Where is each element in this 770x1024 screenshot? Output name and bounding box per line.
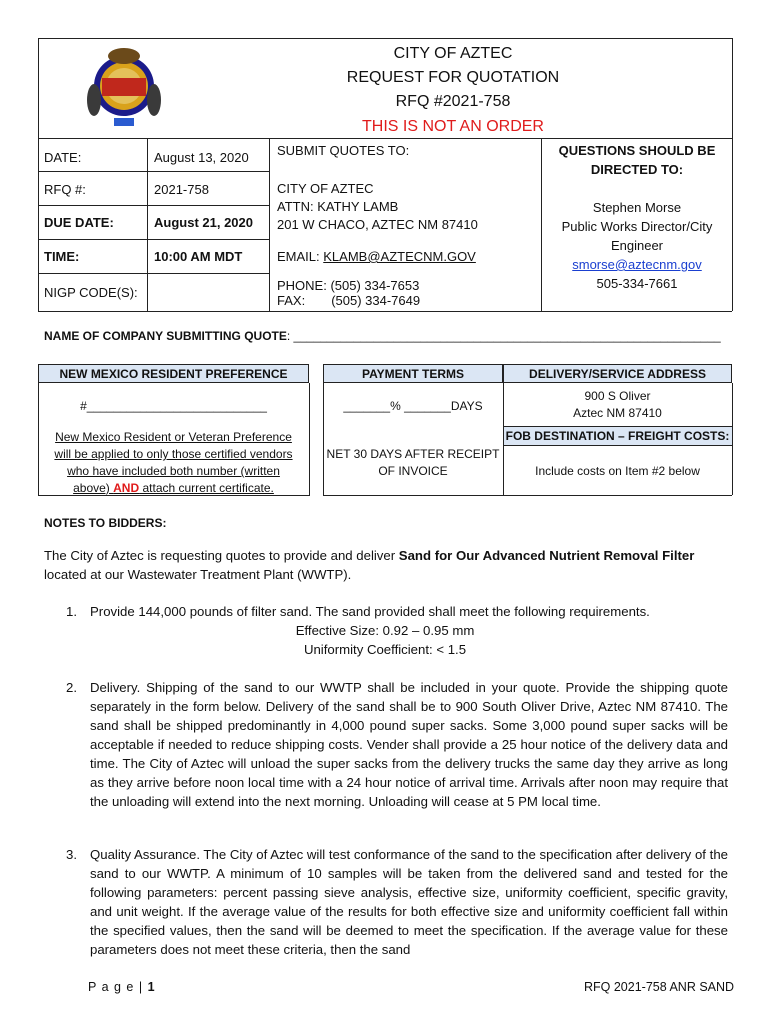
notes-intro-bold: Sand for Our Advanced Nutrient Removal Filter <box>398 548 695 563</box>
resident-preference-header: NEW MEXICO RESIDENT PREFERENCE <box>38 364 309 383</box>
page-label: P a g e | <box>88 980 144 994</box>
fax-value: (505) 334-7649 <box>331 293 421 308</box>
contact-title-1: Public Works Director/City <box>561 219 713 234</box>
city-name: CITY OF AZTEC <box>393 45 513 62</box>
notes-intro-b: located at our Wastewater Treatment Plant (WWTP). <box>44 567 352 582</box>
city-logo <box>80 42 168 130</box>
resident-note-4a: above) <box>73 481 114 495</box>
submit-line-2: ATTN: KATHY LAMB <box>277 199 399 214</box>
payment-net-1: NET 30 DAYS AFTER RECEIPT <box>326 447 500 461</box>
payment-terms-header: PAYMENT TERMS <box>323 364 503 383</box>
resident-number-blank[interactable]: #___________________________ <box>80 399 267 413</box>
rfq-value: 2021-758 <box>154 182 209 197</box>
nigp-label: NIGP CODE(S): <box>44 285 138 300</box>
company-name-line[interactable] <box>44 329 721 343</box>
date-label: DATE: <box>44 150 82 165</box>
contact-name: Stephen Morse <box>592 200 682 215</box>
resident-note-1: New Mexico Resident or Veteran Preference <box>55 430 292 444</box>
resident-note-and: AND <box>113 481 140 495</box>
item-1-spec-1: Effective Size: 0.92 – 0.95 mm <box>295 623 475 638</box>
page-number: 1 <box>147 980 156 994</box>
notes-intro-a: The City of Aztec is requesting quotes to provide and deliver <box>44 548 399 563</box>
time-value: 10:00 AM MDT <box>154 249 243 264</box>
submit-line-1: CITY OF AZTEC <box>277 181 374 196</box>
contact-title-2: Engineer <box>610 238 664 253</box>
company-name-label: NAME OF COMPANY SUBMITTING QUOTE <box>44 329 287 343</box>
resident-note-4 <box>38 480 309 497</box>
fob-header: FOB DESTINATION – FREIGHT COSTS: <box>505 429 730 443</box>
questions-label-2: DIRECTED TO: <box>590 162 684 177</box>
item-2-text: Delivery. Shipping of the sand to our WWTP shall be included in your quote. Provide the shipping quote separately in the form below. Delivery of the sand shall be to 900 South Oliver Drive, Aztec NM 87410. The sand shall be shipped predominantly in 4,000 pound super sacks. Some 3,000 pound super sacks will be acceptable if needed to reduce shipping costs. Vender shall provide a 25 hour notice of the delivery data and time. The City of Aztec will unload the super sacks from the delivery trucks the same day they arrive as long as they arrive before noon local time with a 24 hour notice of arrival time. Arrivals after noon may require that the unloading will extend into the next morning. Unloading will cease at 5 PM local time. <box>90 680 728 809</box>
delivery-address-2: Aztec NM 87410 <box>573 406 662 420</box>
date-value: August 13, 2020 <box>154 150 249 165</box>
payment-terms-blank[interactable]: _______% _______DAYS <box>343 399 483 413</box>
item-3-number: 3. <box>66 847 77 862</box>
time-label: TIME: <box>44 249 80 264</box>
fax-label: FAX: <box>277 293 306 308</box>
phone: PHONE: (505) 334-7653 <box>277 278 420 293</box>
item-2-number: 2. <box>66 680 77 695</box>
notes-intro <box>44 546 728 584</box>
email-prefix: EMAIL: <box>277 249 324 264</box>
due-date-value: August 21, 2020 <box>154 215 253 230</box>
doc-title: REQUEST FOR QUOTATION <box>346 69 560 86</box>
page-indicator <box>88 980 156 994</box>
contact-email-link[interactable]: smorse@aztecnm.gov <box>572 257 702 272</box>
delivery-address-header: DELIVERY/SERVICE ADDRESS <box>503 364 732 383</box>
submit-line-3: 201 W CHACO, AZTEC NM 87410 <box>277 217 478 232</box>
item-3-text: Quality Assurance. The City of Aztec will test conformance of the sand to the specification after delivery of the sand to our WWTP. A minimum of 10 samples will be taken from the delivered sand and tested for the following parameters: percent passing sieve analysis, effective size, uniformity coefficient, specific gravity, and unit weight. If the average value of the results for both effective size and uniformity coefficient fall within the specified values, then the sand will be deemed to meet the specification. If the average value for these parameters does not meet these criteria, then the sand <box>90 847 728 957</box>
questions-label-1: QUESTIONS SHOULD BE <box>558 143 716 158</box>
payment-net-2: OF INVOICE <box>378 464 448 478</box>
resident-note-3: who have included both number (written <box>67 464 280 478</box>
email-link[interactable]: KLAMB@AZTECNM.GOV <box>323 249 476 264</box>
rfq-number-title: RFQ #2021-758 <box>395 93 511 110</box>
due-date-label: DUE DATE: <box>44 215 114 230</box>
doc-reference: RFQ 2021-758 ANR SAND <box>584 980 735 994</box>
item-1-text: Provide 144,000 pounds of filter sand. The sand provided shall meet the following requirements. <box>90 604 650 619</box>
not-an-order-notice: THIS IS NOT AN ORDER <box>362 118 544 135</box>
resident-note-4b: attach current certificate. <box>139 481 274 495</box>
item-1-number: 1. <box>66 604 77 619</box>
delivery-address-1: 900 S Oliver <box>584 389 651 403</box>
company-name-blank[interactable]: : ________________________________________________________________ <box>286 329 721 343</box>
submit-quotes-label: SUBMIT QUOTES TO: <box>277 143 410 158</box>
notes-heading: NOTES TO BIDDERS: <box>44 516 167 530</box>
fax-row <box>277 292 420 310</box>
item-1-spec-2: Uniformity Coefficient: < 1.5 <box>303 642 467 657</box>
submit-email-row <box>277 248 476 266</box>
fob-note: Include costs on Item #2 below <box>535 464 700 478</box>
rfq-label: RFQ #: <box>44 182 86 197</box>
resident-note-2: will be applied to only those certified vendors <box>54 447 293 461</box>
contact-phone: 505-334-7661 <box>596 276 678 291</box>
